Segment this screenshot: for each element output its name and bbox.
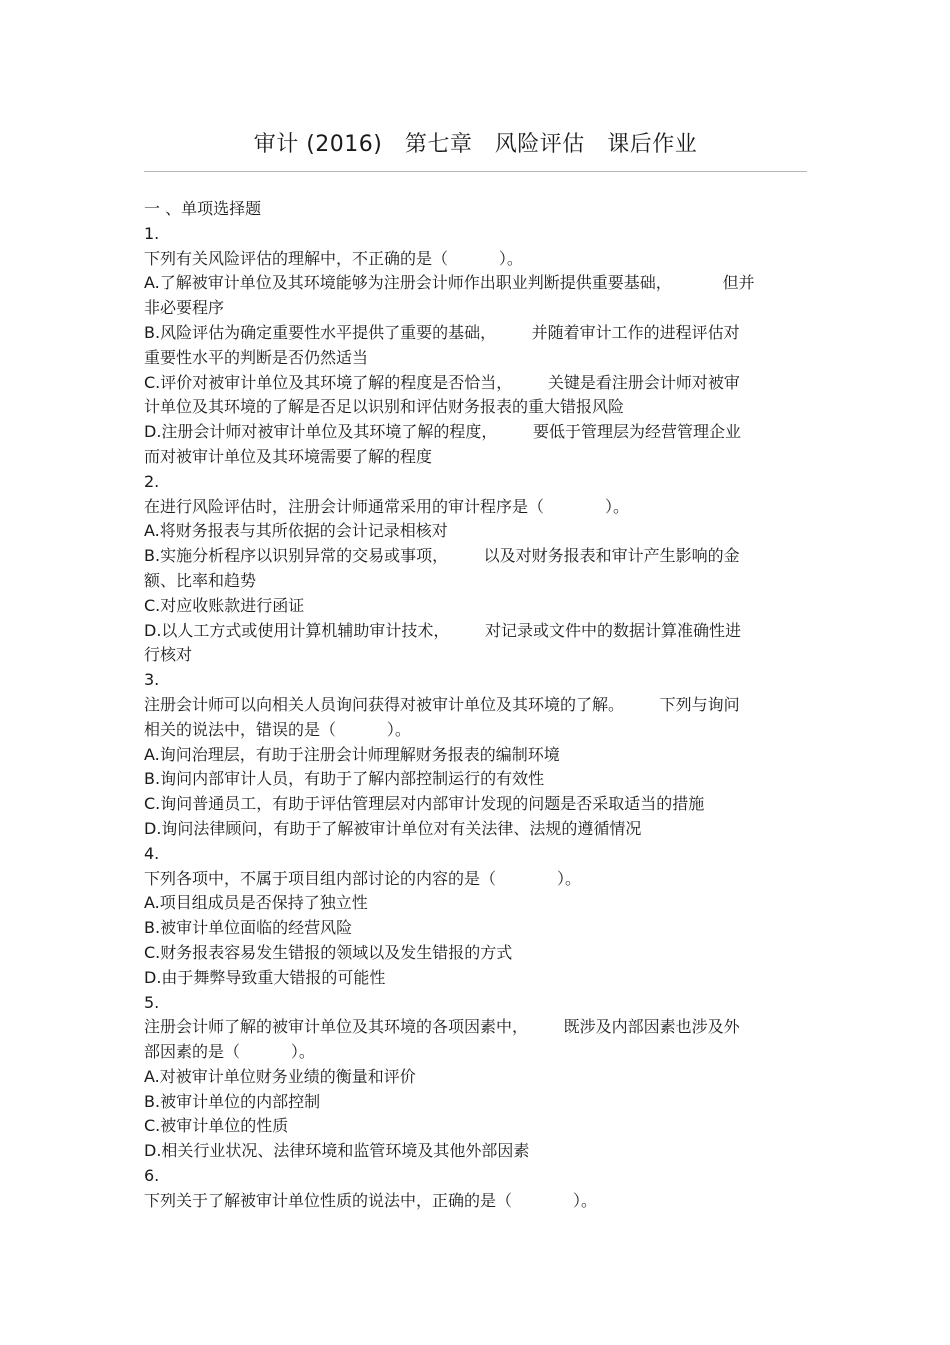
answer-option-line: 计单位及其环境的了解是否足以识别和评估财务报表的重大错报风险 [144,397,625,417]
answer-option-line: 额、比率和趋势 [144,570,257,590]
answer-option-line: C.财务报表容易发生错报的领域以及发生错报的方式 [144,942,513,962]
answer-option-line: 非必要程序 [144,298,225,318]
answer-option [144,1090,807,1115]
answer-option-line: C.被审计单位的性质 [144,1116,289,1136]
answer-option-line: A.将财务报表与其所依据的会计记录相核对 [144,521,448,541]
answer-option-line: D.注册会计师对被审计单位及其环境了解的程度， 要低于管理层为经营管理企业 [144,422,742,442]
question-block [144,1164,807,1214]
question-stem-line: 下列关于了解被审计单位性质的说法中，正确的是（ ）。 [144,1190,598,1210]
answer-option [144,594,807,619]
answer-option [144,1065,807,1090]
answer-option-line: C.对应收账款进行函证 [144,595,305,615]
answer-option-line: C.评价对被审计单位及其环境了解的程度是否恰当， 关键是看注册会计师对被审 [144,372,740,392]
answer-option [144,519,807,544]
answer-option [144,916,807,941]
document-title: 审计 (2016) 第七章 风险评估 课后作业 [253,132,698,157]
title-divider [144,171,807,172]
section-heading: 一 、单项选择题 [144,199,262,218]
question-stem-line: 下列有关风险评估的理解中，不正确的是（ ）。 [144,248,523,268]
answer-option [144,1114,807,1139]
answer-option-line: B.询问内部审计人员，有助于了解内部控制运行的有效性 [144,769,545,789]
answer-option-line: D.由于舞弊导致重大错报的可能性 [144,967,386,987]
answer-option [144,371,807,421]
question-number: 2. [144,471,160,491]
question-stem-line: 在进行风险评估时，注册会计师通常采用的审计程序是（ ）。 [144,496,630,516]
question-block [144,470,807,668]
answer-option [144,792,807,817]
answer-option [144,1139,807,1164]
question-number: 6. [144,1166,160,1186]
answer-option-line: 重要性水平的判断是否仍然适当 [144,347,369,367]
question-block [144,668,807,842]
question-stem-line: 注册会计师可以向相关人员询问获得对被审计单位及其环境的了解。 下列与询问 [144,694,740,714]
answer-option-line: B.实施分析程序以识别异常的交易或事项， 以及对财务报表和审计产生影响的金 [144,546,740,566]
question-number: 3. [144,670,160,690]
answer-option-line: A.项目组成员是否保持了独立性 [144,893,368,913]
answer-option [144,817,807,842]
answer-option [144,767,807,792]
answer-option [144,271,807,321]
answer-option-line: B.被审计单位面临的经营风险 [144,918,353,938]
question-block [144,842,807,991]
question-block [144,991,807,1165]
answer-option-line: A.询问治理层，有助于注册会计师理解财务报表的编制环境 [144,744,560,764]
answer-option [144,743,807,768]
answer-option-line: B.风险评估为确定重要性水平提供了重要的基础， 并随着审计工作的进程评估对 [144,322,740,342]
question-stem-line: 注册会计师了解的被审计单位及其环境的各项因素中， 既涉及内部因素也涉及外 [144,1017,740,1037]
answer-option [144,321,807,371]
answer-option [144,619,807,669]
answer-option-line: A.了解被审计单位及其环境能够为注册会计师作出职业判断提供重要基础， 但并 [144,273,755,293]
answer-option-line: 行核对 [144,645,193,665]
answer-option-line: D.询问法律顾问，有助于了解被审计单位对有关法律、法规的遵循情况 [144,818,642,838]
question-number: 4. [144,843,160,863]
answer-option-line: C.询问普通员工，有助于评估管理层对内部审计发现的问题是否采取适当的措施 [144,794,705,814]
question-number: 5. [144,992,160,1012]
answer-option-line: D.以人工方式或使用计算机辅助审计技术， 对记录或文件中的数据计算准确性进 [144,620,742,640]
question-stem-line: 下列各项中，不属于项目组内部讨论的内容的是（ ）。 [144,868,582,888]
answer-option-line: A.对被审计单位财务业绩的衡量和评价 [144,1066,416,1086]
question-stem-line: 部因素的是（ ）。 [144,1042,315,1062]
answer-option-line: 而对被审计单位及其环境需要了解的程度 [144,446,433,466]
answer-option [144,891,807,916]
answer-option-line: B.被审计单位的内部控制 [144,1091,321,1111]
answer-option [144,941,807,966]
answer-option [144,420,807,470]
answer-option [144,544,807,594]
question-block [144,222,807,470]
answer-option [144,966,807,991]
answer-option-line: D.相关行业状况、法律环境和监管环境及其他外部因素 [144,1141,530,1161]
question-stem-line: 相关的说法中，错误的是（ ）。 [144,719,411,739]
question-number: 1. [144,223,160,243]
document-body [144,197,807,1214]
